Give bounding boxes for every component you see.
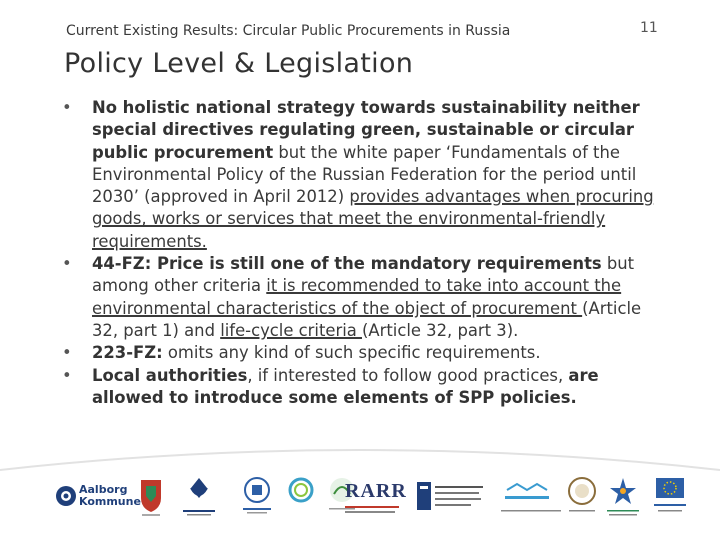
bullet-dot: •: [62, 98, 72, 117]
circular-logo: [287, 474, 315, 520]
bullet-bold-text: No holistic national strategy towards sustainability neither special directives regulating green, sustainable or circular public procurement: [92, 98, 640, 162]
bullet-text: (Article 32, part 3).: [362, 320, 519, 340]
eu-program-logo: [650, 474, 690, 520]
rarr-logo: [345, 474, 405, 520]
bullet-bold-text: Local authorities: [92, 365, 248, 385]
bullet-underlined-text: life-cycle criteria: [220, 320, 362, 340]
aalborg-kommune-logo: [55, 474, 141, 520]
header-title: Current Existing Results: Circular Public Procurements in Russia: [66, 23, 511, 39]
bullet-text: , if interested to follow good practices,: [247, 365, 569, 385]
aalborg-university-logo: [179, 474, 219, 520]
aalborg-crest-icon: [55, 482, 77, 510]
slide-number: 11: [640, 20, 658, 36]
aalborg-line1: Aalborg: [79, 483, 128, 496]
bullet-text: but among other criteria: [92, 254, 635, 296]
bullet-bold-text: 223-FZ:: [92, 343, 163, 363]
institute-logo: [417, 474, 487, 520]
bullet-text: omits any kind of such specific requirements.: [162, 343, 541, 363]
seal-logo: [565, 474, 599, 520]
bullet-text: (Article 32, part 1) and: [92, 298, 642, 340]
bullet-bold-text: 44-FZ: Price is still one of the mandatory requirements: [92, 254, 602, 274]
bullet-underlined-text: provides advantages when procuring goods, works or services that meet the environmental-friendly requirements.: [92, 187, 654, 251]
bullet-dot: •: [62, 343, 72, 363]
aalborg-line2: Kommune: [79, 495, 141, 508]
bullet-item: [60, 365, 670, 410]
university-seal-logo: [237, 474, 277, 520]
bullet-item: [60, 342, 670, 364]
page-title: Policy Level & Legislation: [64, 48, 414, 79]
nordic-star-logo: [603, 474, 643, 520]
bullet-dot: •: [62, 365, 72, 385]
partner-logo-bar: [55, 474, 695, 520]
rarr-text: RARR: [345, 480, 407, 502]
crest-logo: [137, 474, 165, 520]
bullet-bold-text: are allowed to introduce some elements of SPP policies.: [92, 365, 599, 407]
bullet-item: [60, 97, 670, 253]
bullet-dot: •: [62, 254, 72, 274]
bullet-item: [60, 253, 670, 342]
bullet-text: but the white paper ‘Fundamentals of the Environmental Policy of the Russian Federation for the period until 2030’ (approved in April 2012): [92, 142, 637, 207]
nyke-logo: [497, 474, 567, 520]
bullet-underlined-text: it is recommended to take into account the environmental characteristics of the object of procurement: [92, 276, 622, 318]
bullet-list: [60, 97, 670, 409]
